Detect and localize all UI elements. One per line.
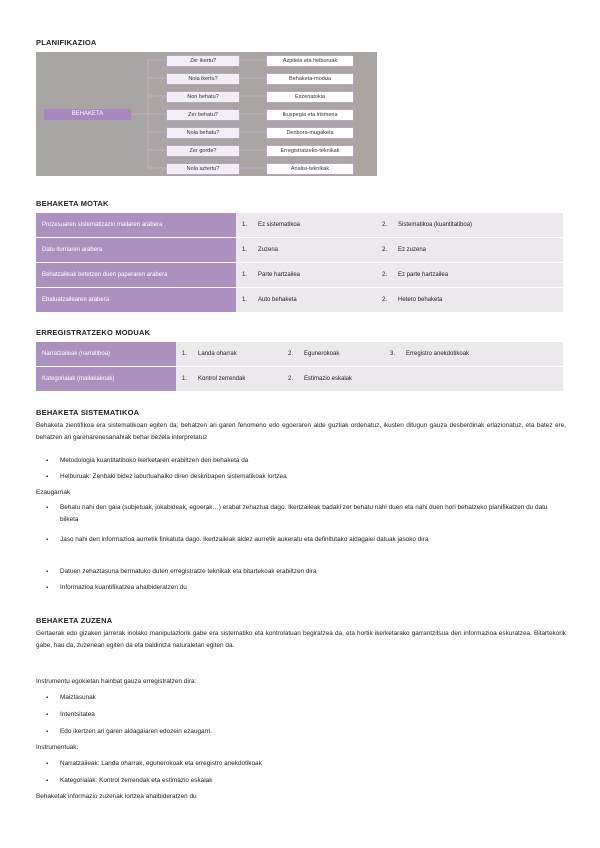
list-item: ▪ Narratzaileak: Landa oharrak, egunerokoak eta erregistro anekdotikoak (60, 758, 565, 770)
option-text: Landa oharrak (198, 351, 237, 357)
diagram-answer: Ikuspegia eta irismena (266, 109, 354, 121)
option-text: Zuzena (258, 247, 279, 253)
option-text: Auto behaketa (258, 297, 297, 303)
diagram-answer: Azpiteia eta helburuak (266, 55, 354, 67)
row-label: Narratzaileak (narratiboa) (36, 342, 176, 367)
row-label: Kategorialak (mailakakoak) (36, 367, 176, 392)
planif-diagram (36, 52, 377, 176)
option-text: Sistematikoa (kuantitatiboa) (398, 222, 473, 228)
option-text: Kontrol zerrendak (198, 376, 246, 382)
option-number: 2. (382, 247, 388, 253)
table-row (36, 367, 563, 392)
table-row (36, 213, 563, 238)
list-item: ▪ Helburuak: Zenbaki bidez laburtuahalko diren deskribapen sistematikoak lortzea (60, 471, 565, 483)
diagram-answer: Analisi-teknikak (266, 163, 354, 175)
sist-intro: Behaketa zientifikoa era sistematikoan egiten da; behatzen ari garen fenomeno edo egoeraren alde guztiak ordenatuz, ikusten ditugun gauza desberdinak erlazionatuz, eta batez ere, behatzen ari garenarenesanahiak behar bezela interpretatuz (36, 422, 566, 441)
option-number: 2. (382, 297, 388, 303)
planif-title: PLANIFIKAZIOA (36, 38, 97, 47)
zuzena-intro: Gertaerak edo gizaken jarrerak inolako manipulaziorik gabe era sistematiko eta kontrolatuan begiratzea da, eta hortik ikerketarako garrantzitsua den informazioa eskuratzea. Bitartekorik gabe, hau da, zuzenean egiten da eta baldintza naturaletan egiten da. (36, 630, 566, 649)
list-item: ▪ Jaso nahi den informazioa aurretik finkatuta dago. Ikertzaileak aldez aurretik aukeratu eta definitutako aldagaiei datuak jasoko dira (60, 534, 565, 546)
option-number: 1. (242, 222, 248, 228)
list-item: ▪ Behatu nahi den gaia (subjetuak, jokabideak, egoerak…) erabat zehaztua dago. Ikertzaileak badaki zer behatu nahi duen eta nahi duen hori behatzeko planifikatzen du datu bilketa (60, 502, 565, 526)
diagram-answer: Erregistratzeko-teknikak (266, 145, 354, 157)
option-number: 3. (390, 351, 396, 357)
list-item: ▪ Edo ikertzen ari garen aldagaiaren edozein ezaugarri. (60, 726, 565, 738)
diagram-root: BEHAKETA (44, 109, 131, 120)
table-row (36, 263, 563, 288)
diagram-answer: Denbora-mugaketa (266, 127, 354, 139)
sist-title: BEHAKETA SISTEMATIKOA (36, 408, 140, 417)
table-row (36, 238, 563, 263)
diagram-question: Non behatu? (166, 91, 240, 103)
motak-title: BEHAKETA MOTAK (36, 199, 109, 208)
list-item: ▪ Maiztasunak (60, 692, 565, 704)
diagram-answer: Eszenatokia (266, 91, 354, 103)
ezaug-label: Ezaugarriak (36, 489, 71, 496)
instr-intro: Instrumentu egokietan hainbat gauza erregistratzen dira: (36, 678, 197, 685)
list-item: ▪ Intentsitatea (60, 709, 565, 721)
diagram-question: Nola behatu? (166, 127, 240, 139)
list-item: ▪ Datuen zehaztasuna bermatuko duten erregistratze teknikak eta bitartekoak erabiltzen dira (60, 566, 565, 578)
row-label: Datu iturriaren arabera (36, 238, 236, 263)
zuzena-title: BEHAKETA ZUZENA (36, 616, 113, 625)
diagram-question: Nola ikertu? (166, 73, 240, 85)
option-number: 1. (242, 272, 248, 278)
option-number: 1. (182, 376, 188, 382)
erreg-title: ERREGISTRATZEKO MODUAK (36, 328, 151, 337)
option-text: Ez zuzena (398, 247, 427, 253)
option-number: 2. (288, 351, 294, 357)
motak-table (36, 213, 563, 313)
option-text: Erregistro anekdotikoak (406, 351, 470, 357)
row-label: Behatzaileak betetzen duen paperaren arabera (36, 263, 236, 288)
option-text: Hetero behaketa (398, 297, 443, 303)
table-row (36, 288, 563, 313)
option-number: 1. (182, 351, 188, 357)
list-item: ▪ Informazioa kuantifikatzea ahalbideratzen du (60, 582, 565, 594)
list-item: ▪ Kategorialak: Kontrol zerrendak eta estimazio eskalak (60, 775, 565, 787)
list-item: ▪ Metodologia kuantitatiboko ikerketaren erabiltzen den behaketa da (60, 455, 565, 467)
diagram-question: Zer ikertu? (166, 55, 240, 67)
diagram-question: Nola aztertu? (166, 163, 240, 175)
option-number: 1. (242, 297, 248, 303)
diagram-question: Zer gorde? (166, 145, 240, 157)
option-text: Ez parte hartzailea (398, 272, 449, 278)
row-label: Prozesuaren sistematizazio mailaren arabera (36, 213, 236, 238)
row-label: Ebaluatzailearen arabera (36, 288, 236, 313)
option-number: 2. (288, 376, 294, 382)
diagram-question: Zer behatu? (166, 109, 240, 121)
option-number: 2. (382, 272, 388, 278)
option-text: Egunerokoak (304, 351, 340, 357)
option-number: 1. (242, 247, 248, 253)
option-text: Estimazio eskalak (304, 376, 353, 382)
table-row (36, 342, 563, 367)
erreg-table (36, 342, 563, 392)
option-text: Ez sistematikoa (258, 222, 301, 228)
instr-label: Instrumentuak: (36, 744, 79, 751)
diagram-answer: Behaketa-modua (266, 73, 354, 85)
option-number: 2. (382, 222, 388, 228)
option-text: Parte hartzailea (258, 272, 301, 278)
zuzena-last: Behaketak informazio zuzenak lortzea ahalbideratzen du (36, 793, 197, 800)
